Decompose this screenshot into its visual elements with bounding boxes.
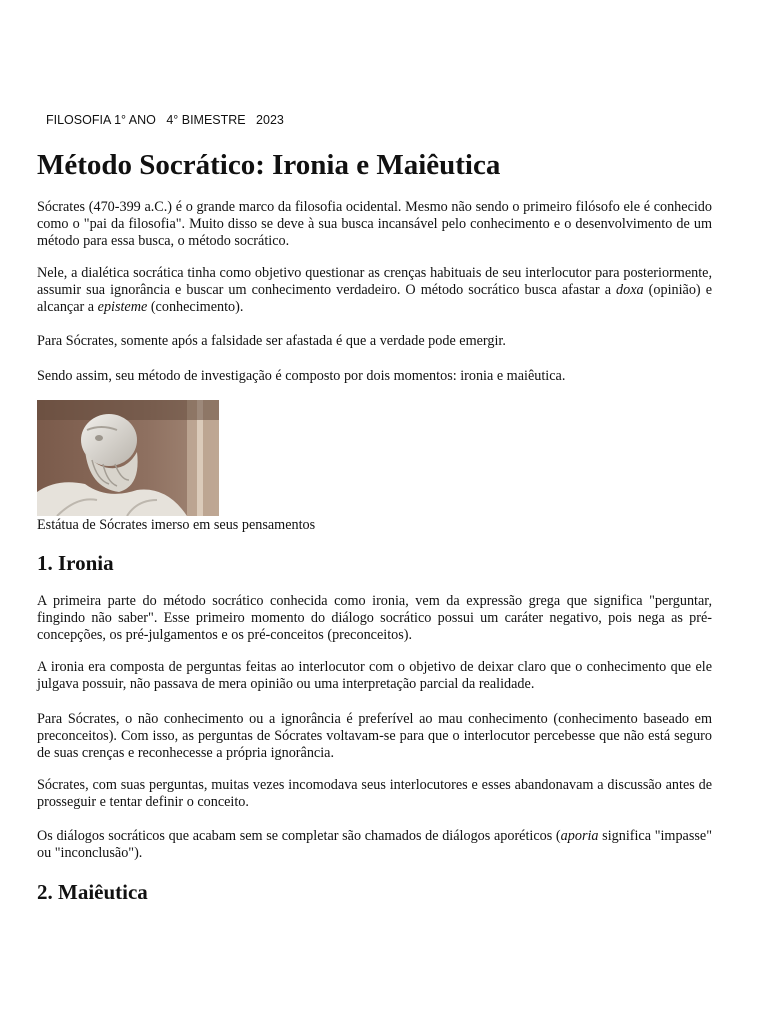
intro-paragraph-1: Sócrates (470-399 a.C.) é o grande marco da filosofia ocidental. Mesmo não sendo o primeiro filósofo ele é conhecido como o "pai da filosofia". Muito disso se deve à sua busca incansável pelo conhecimento e o desenvolvimento de um método para essa busca, o método socrático.	[37, 199, 712, 249]
intro-paragraph-3: Para Sócrates, somente após a falsidade ser afastada é que a verdade pode emergir.	[37, 333, 506, 349]
intro-paragraph-2: Nele, a dialética socrática tinha como objetivo questionar as crenças habituais de seu interlocutor para posteriormente, assumir sua ignorância e buscar um conhecimento verdadeiro. O método socrático busca afastar a doxa (opinião) e alcançar a episteme (conhecimento).	[37, 265, 712, 315]
section-heading-maieutica: 2. Maiêutica	[37, 880, 148, 904]
section-heading-ironia: 1. Ironia	[37, 551, 114, 575]
term-episteme: episteme	[97, 299, 148, 315]
term-aporia: aporia	[560, 828, 599, 844]
figure-caption: Estátua de Sócrates imerso em seus pensamentos	[37, 517, 316, 533]
ironia-paragraph-3: Para Sócrates, o não conhecimento ou a ignorância é preferível ao mau conhecimento (conhecimento baseado em preconceitos). Com isso, as perguntas de Sócrates voltavam-se para que o interlocutor percebesse que não está seguro de suas crenças e reconhecesse a própria ignorância.	[37, 711, 712, 761]
ironia-paragraph-2: A ironia era composta de perguntas feitas ao interlocutor com o objetivo de deixar claro que o conhecimento que ele julgava possuir, não passava de mera opinião ou uma interpretação parcial da realidade.	[37, 659, 712, 692]
ironia-paragraph-5: Os diálogos socráticos que acabam sem se completar são chamados de diálogos aporéticos (aporia significa "impasse" ou "inconclusão").	[37, 828, 712, 861]
socrates-statue-image	[37, 400, 219, 516]
document-header: FILOSOFIA 1° ANO 4° BIMESTRE 2023	[46, 113, 284, 127]
term-doxa: doxa	[616, 282, 644, 298]
page-title: Método Socrático: Ironia e Maiêutica	[37, 149, 501, 181]
ironia-paragraph-1: A primeira parte do método socrático conhecida como ironia, vem da expressão grega que significa "perguntar, fingindo não saber". Esse primeiro momento do diálogo socrático possui um caráter negativo, pois nega as pré-concepções, os pré-julgamentos e os pré-conceitos (preconceitos).	[37, 593, 712, 643]
ironia-paragraph-4: Sócrates, com suas perguntas, muitas vezes incomodava seus interlocutores e esses abandonavam a discussão antes de prosseguir e tentar definir o conceito.	[37, 777, 712, 810]
intro-paragraph-4: Sendo assim, seu método de investigação é composto por dois momentos: ironia e maiêutica.	[37, 368, 566, 384]
statue-illustration	[37, 400, 219, 516]
